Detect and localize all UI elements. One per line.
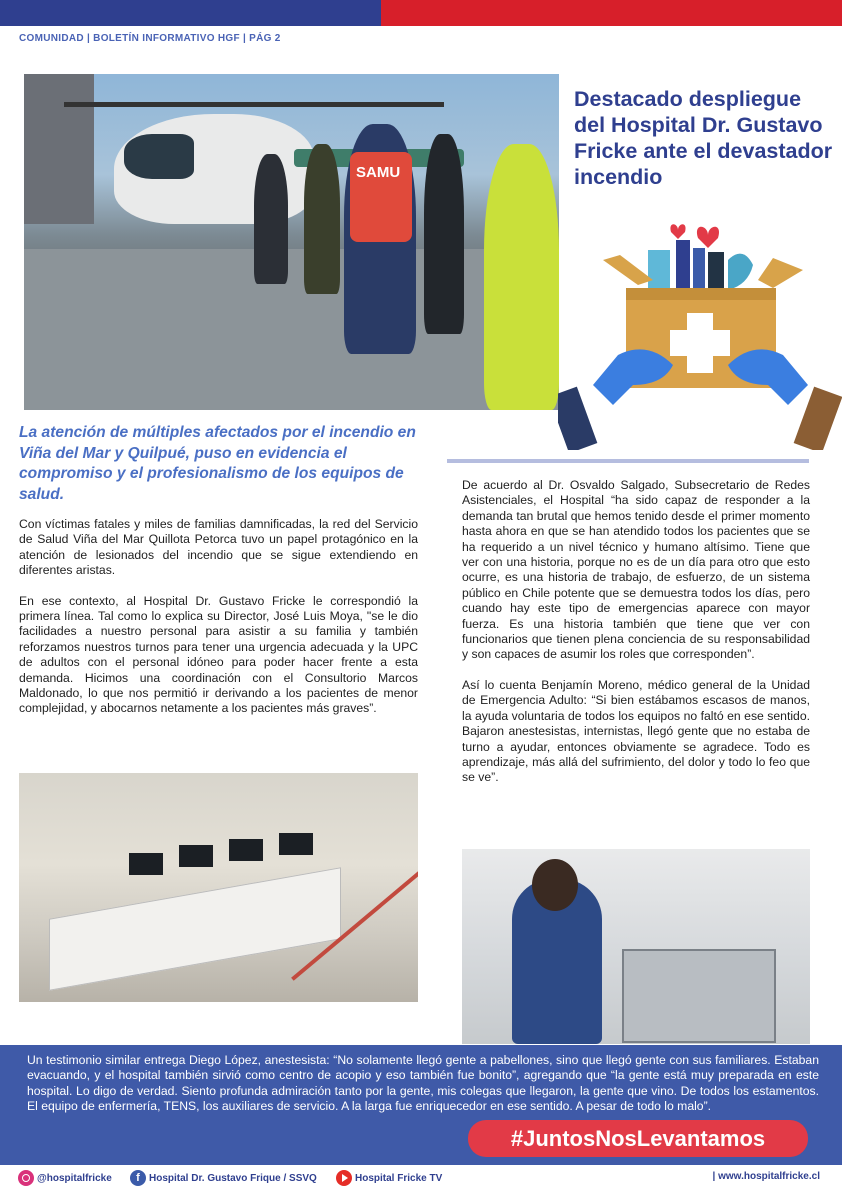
footer-facebook[interactable] bbox=[130, 1170, 317, 1186]
left-sleeve bbox=[558, 387, 597, 450]
medical-cart bbox=[622, 949, 776, 1043]
heart-icon bbox=[697, 227, 719, 248]
paragraph: Así lo cuenta Benjamín Moreno, médico general de la Unidad de Emergencia Adulto: “Si bien estábamos escasos de manos, la ayuda voluntaria de todos los equipos no faltó en ese sentido. Bajaron anestesistas, internistas, llegó gente que no estaba de turno a ayudar, entonces obviamente se agradece. Todo es aprendizaje, más allá del sufrimiento, del dolor y todo lo feo que se ve”. bbox=[462, 677, 810, 785]
monitor-shape bbox=[229, 839, 263, 861]
facebook-icon: f bbox=[130, 1170, 146, 1186]
helicopter-window bbox=[124, 134, 194, 179]
person-silhouette bbox=[304, 144, 340, 294]
instagram-icon bbox=[18, 1170, 34, 1186]
monitor-shape bbox=[279, 833, 313, 855]
donation-box-illustration bbox=[558, 210, 842, 450]
youtube-icon bbox=[336, 1170, 352, 1186]
section-header: COMUNIDAD | BOLETÍN INFORMATIVO HGF | PÁG 2 bbox=[19, 33, 281, 44]
top-bar-red bbox=[381, 0, 842, 26]
heart-icon bbox=[670, 224, 685, 239]
nurse-photo bbox=[462, 849, 810, 1044]
paragraph: Con víctimas fatales y miles de familias damnificadas, la red del Servicio de Salud Viña del Mar Quillota Petorca tuvo un papel protagónico en la atención de lesionados del incendio que se sigue extendiendo en diferentes aristas. bbox=[19, 517, 418, 578]
building-shape bbox=[24, 74, 94, 224]
emergency-desk-photo bbox=[19, 773, 418, 1002]
paragraph: De acuerdo al Dr. Osvaldo Salgado, Subsecretario de Redes Asistenciales, el Hospital “ha sido capaz de responder a la demanda tan brutal que hemos tenido desde el primer momento hasta ahora en que se han atendido todos los pacientes que se ha requerido a un nivel técnico y humano altísimo. Tiene que ver con una historia, porque no es de un día para otro que esto ocurre, es una historia de trabajo, de esfuerzo, de un sistema público en Chile potente que se demuestra todos los días, pero cuando hay este tipo de emergencias aparece con mayor fuerza. Es una historia también que tiene que ver con funcionarios que tienen plena conciencia de su responsabilidad y son capaces de asumir los roles que corresponden”. bbox=[462, 478, 810, 662]
website-link[interactable]: | www.hospitalfricke.cl bbox=[712, 1171, 820, 1182]
monitor-shape bbox=[179, 845, 213, 867]
person-silhouette bbox=[424, 134, 464, 334]
footer bbox=[0, 1165, 842, 1191]
box-flap-left bbox=[603, 255, 653, 285]
toy-icon bbox=[728, 254, 753, 290]
article-title: Destacado despliegue del Hospital Dr. Gustavo Fricke ante el devastador incendio bbox=[574, 87, 833, 190]
nurse-head bbox=[532, 859, 578, 911]
box-flap-right bbox=[758, 258, 803, 288]
testimony-text: Un testimonio similar entrega Diego López, anestesista: “No solamente llegó gente a pabellones, sino que llegó gente con sus familiares. Estaban evacuando, y el hospital también sirvió como centro de acopio y eso también fue bonito”, agregando que “la gente está muy preparada en este hospital. Lo digo de verdad. Siento profunda admiración tanto por la gente, mis colegas que llegaron, la gente que vino. De todos los estamentos. El equipo de enfermería, TENS, los auxiliares de servicio. A la larga fue enriquecedor en ese sentido. A pesar de todo lo malo”. bbox=[27, 1053, 819, 1114]
youtube-name: Hospital Fricke TV bbox=[355, 1172, 443, 1184]
divider-line bbox=[447, 459, 809, 463]
book-icon bbox=[676, 240, 690, 295]
person-silhouette bbox=[484, 144, 559, 410]
samu-vest-label: SAMU bbox=[356, 164, 401, 181]
person-silhouette bbox=[254, 154, 288, 284]
footer-instagram[interactable] bbox=[18, 1170, 112, 1186]
box-side bbox=[626, 288, 776, 300]
top-bar-blue bbox=[0, 0, 381, 26]
hashtag-badge: #JuntosNosLevantamos bbox=[468, 1120, 808, 1157]
article-lead: La atención de múltiples afectados por el incendio en Viña del Mar y Quilpué, puso en evidencia el compromiso y el profesionalismo de los equipos de salud. bbox=[19, 424, 416, 503]
right-glove bbox=[728, 349, 808, 405]
right-column bbox=[462, 478, 810, 801]
helicopter-rotor bbox=[64, 102, 444, 107]
instagram-handle: @hospitalfricke bbox=[37, 1172, 112, 1184]
paragraph: En ese contexto, al Hospital Dr. Gustavo Fricke le correspondió la primera línea. Tal como lo explica su Director, José Luis Moya, "se le dio facilidades a nuestro personal para asistir a su familia y también reforzamos nuestros turnos para tener una urgencia adecuada y la UPC de adultos con el personal idóneo para poder hacer frente a esta demanda. Hicimos una coordinación con el Consultorio Marcos Maldonado, lo que nos permitió ir derivando a los pacientes de menor complejidad, y abocarnos netamente a los pacientes más graves”. bbox=[19, 593, 418, 716]
helipad-ground bbox=[24, 249, 559, 410]
left-column bbox=[19, 517, 418, 732]
left-glove bbox=[593, 349, 673, 405]
footer-youtube[interactable] bbox=[336, 1170, 442, 1186]
right-sleeve bbox=[794, 387, 842, 450]
bottle-icon bbox=[648, 250, 670, 290]
monitor-shape bbox=[129, 853, 163, 875]
facebook-name: Hospital Dr. Gustavo Frique / SSVQ bbox=[149, 1172, 317, 1184]
helicopter-photo bbox=[24, 74, 559, 410]
